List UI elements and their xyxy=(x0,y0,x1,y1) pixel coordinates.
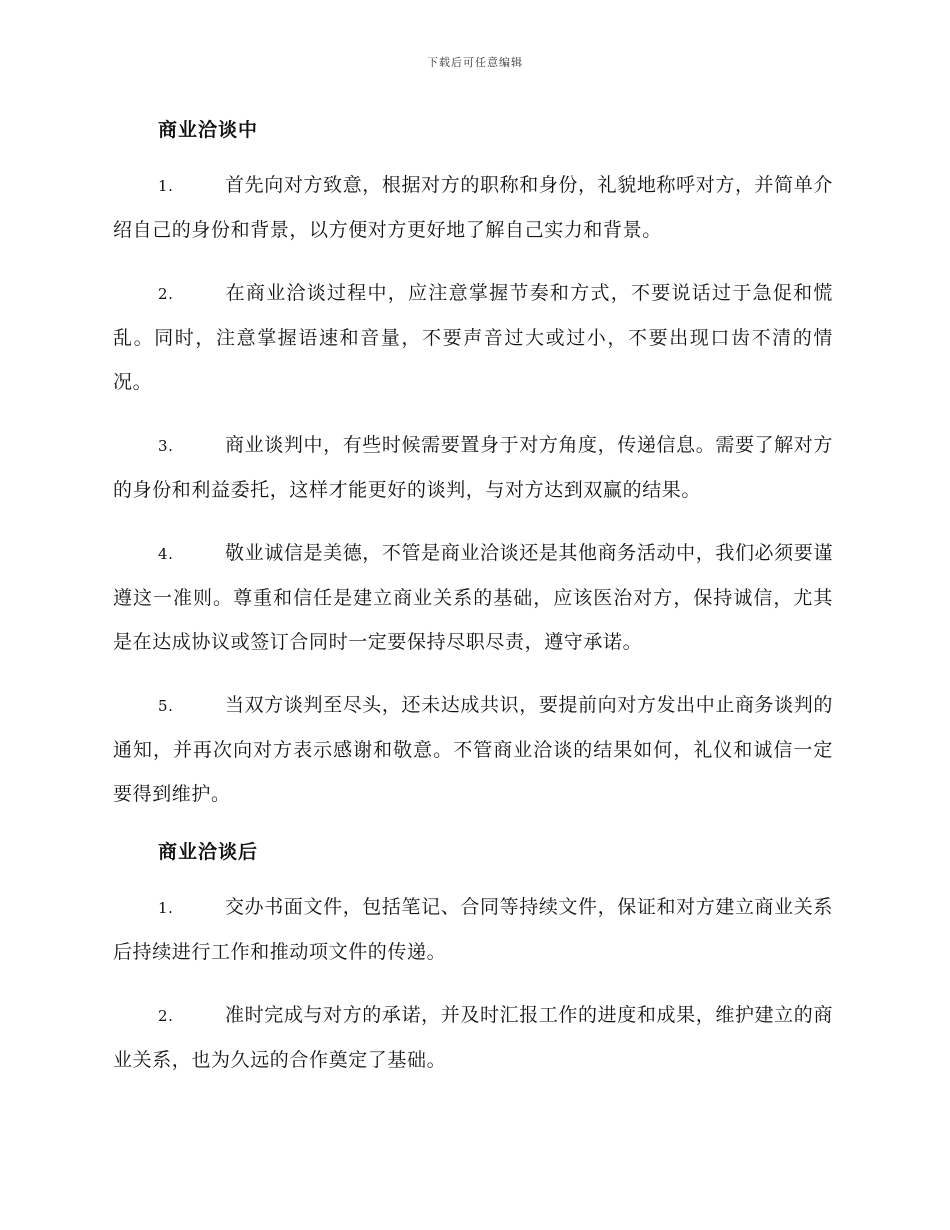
item-number: 5. xyxy=(158,697,174,715)
list-item xyxy=(113,993,833,1082)
item-text: 在商业洽谈过程中，应注意掌握节奏和方式，不要说话过于急促和慌乱。同时，注意掌握语速和音量，不要声音过大或过小，不要出现口齿不清的情况。 xyxy=(113,282,833,393)
item-text: 当双方谈判至尽头，还未达成共识，要提前向对方发出中止商务谈判的通知，并再次向对方表示感谢和敬意。不管商业洽谈的结果如何，礼仪和诚信一定要得到维护。 xyxy=(113,694,833,805)
section-during-negotiation xyxy=(113,113,833,816)
list-item xyxy=(113,885,833,974)
item-number: 4. xyxy=(158,545,174,563)
document-body xyxy=(113,113,833,1101)
item-number: 1. xyxy=(158,177,174,195)
item-number: 2. xyxy=(158,285,174,303)
item-text: 准时完成与对方的承诺，并及时汇报工作的进度和成果，维护建立的商业关系，也为久远的合作奠定了基础。 xyxy=(113,1004,833,1071)
list-item xyxy=(113,531,833,664)
section-title: 商业洽谈中 xyxy=(158,119,259,141)
header-note: 下载后可任意编辑 xyxy=(427,56,523,69)
item-text: 首先向对方致意，根据对方的职称和身份，礼貌地称呼对方，并简单介绍自己的身份和背景，以方便对方更好地了解自己实力和背景。 xyxy=(113,174,833,241)
section-title: 商业洽谈后 xyxy=(158,841,259,863)
item-text: 交办书面文件，包括笔记、合同等持续文件，保证和对方建立商业关系后持续进行工作和推动项文件的传递。 xyxy=(113,896,833,963)
item-number: 2. xyxy=(158,1007,174,1025)
item-number: 1. xyxy=(158,899,174,917)
item-text: 商业谈判中，有些时候需要置身于对方角度，传递信息。需要了解对方的身份和利益委托，这样才能更好的谈判，与对方达到双赢的结果。 xyxy=(113,434,833,501)
item-number: 3. xyxy=(158,437,174,455)
item-text: 敬业诚信是美德，不管是商业洽谈还是其他商务活动中，我们必须要谨遵这一准则。尊重和信任是建立商业关系的基础，应该医治对方，保持诚信，尤其是在达成协议或签订合同时一定要保持尽职尽责，遵守承诺。 xyxy=(113,542,833,653)
list-item xyxy=(113,271,833,404)
list-item xyxy=(113,423,833,512)
section-after-negotiation xyxy=(113,835,833,1082)
list-item xyxy=(113,683,833,816)
list-item xyxy=(113,163,833,252)
